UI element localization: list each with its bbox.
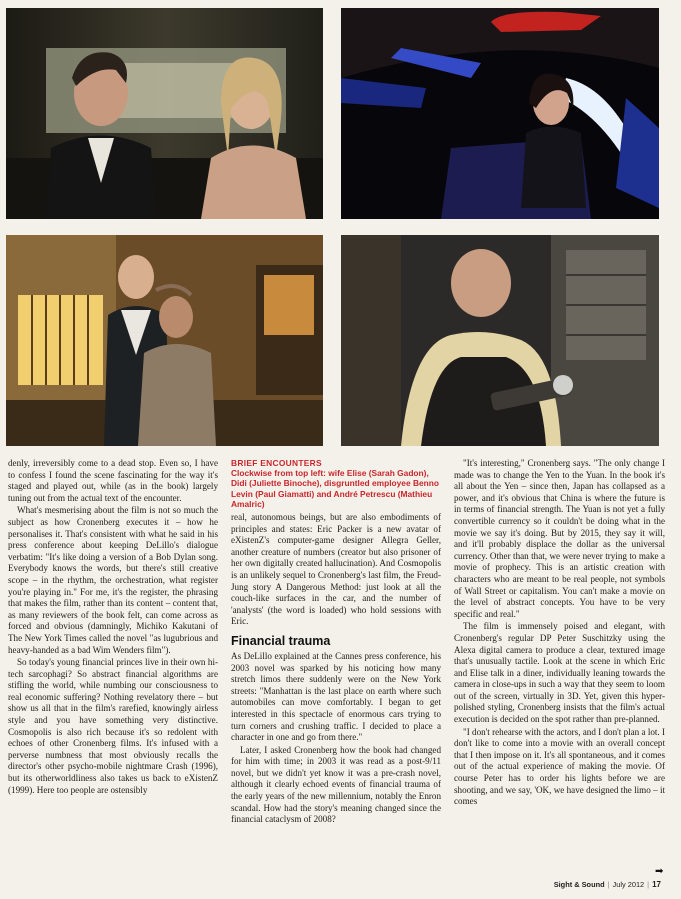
issue-date: July 2012 xyxy=(612,880,645,889)
continue-arrow-icon: ➡ xyxy=(655,866,664,877)
photo-elise-packer-limo xyxy=(6,8,323,219)
folio-separator: | xyxy=(647,880,650,889)
photo-didi-limo xyxy=(341,8,659,219)
page-footer xyxy=(554,880,661,889)
page-number: 17 xyxy=(652,880,661,889)
magazine-name: Sight & Sound xyxy=(553,880,605,889)
caption-title: BRIEF ENCOUNTERS xyxy=(231,458,322,468)
paragraph: The film is immensely poised and elegant, with Cronenberg's regular DP Peter Suschitzky using the Alexa digital camera to produce a clear, textured image that's unusually tactile. Look at the scene in which Eric and Elise talk in a diner, individually leaning towards the camera in close-ups in such a way that they seem to loom out of the screen, virtually in 3D. Yet, given this hyper-polished styling, Cronenberg insists that the film's actual execution is decided on the spot rather than pre-planned. xyxy=(454,621,665,725)
photo-benno-levin xyxy=(6,235,323,446)
paragraph: What's mesmerising about the film is not so much the subject as how Cronenberg executes it – how he personalises it. That's consistent with what he said in his press conference about keeping DeLillo's dialogue verbatim: "It's like doing a version of a Bob Dylan song. Everybody knows the words, but there's still creative scope – in the rhythm, the orchestration, what register you're playing in." For me, it's the register, the phrasing that makes the film, rather than its content – content that, as many reviewers of the book felt, can come across as forced and obvious (damningly, Michiko Kakutani of The New York Times called the novel "as lugubrious and heavy-handed as a bad Wim Wenders film"). xyxy=(8,505,218,655)
photo-caption xyxy=(231,458,441,509)
article-column-1 xyxy=(8,458,218,796)
paragraph: denly, irreversibly come to a dead stop. Even so, I have to confess I found the scene fascinating for the way it's staged and played out, while (as in the book) largely tuning out from the actual text of the encounter. xyxy=(8,458,218,503)
paragraph: real, autonomous beings, but are also embodiments of principles and states: Eric Packer is a new avatar of eXistenZ's computer-game designer Allegra Geller, another creature of numbers (creator but also prisoner of her own digitally created hallucination). And Cosmopolis is an unlikely sequel to Cronenberg's last film, the Freud-Jung story A Dangerous Method: just look at all the couch-like surfaces in the car, and the number of 'analysts' (the word is loaded) who hold sessions with Eric. xyxy=(231,512,441,627)
section-subhead: Financial trauma xyxy=(231,633,331,648)
paragraph: As DeLillo explained at the Cannes press conference, his 2003 novel was sparked by his noticing how many stretch limos there suddenly were on the New York streets: "Manhattan is the last place on earth where such automobiles can move comfortably. I began to get interested in this spectacle of enormous cars trying to turn corners and crushing traffic. I decided to place a character in one and go from there." xyxy=(231,650,441,743)
article-column-3 xyxy=(454,458,665,808)
photo-andre-petrescu xyxy=(341,235,659,446)
paragraph: Later, I asked Cronenberg how the book had changed for him with time; in 2003 it was read as a post-9/11 novel, but we didn't yet know it was a pre-crash novel, although it clearly echoed events of financial trauma of the early years of the new millennium, notably the Enron scandal. How had the story's meaning changed since the financial cataclysm of 2008? xyxy=(231,744,441,825)
paragraph: "It's interesting," Cronenberg says. "The only change I made was to change the Yen to the Yuan. In the book it's all about the Yen – since then, Japan has collapsed as a power, and it's obvious that China is where the future is in terms of financial strength. The Yuan is not yet a fully convertible currency so it couldn't be doing what in the movie we say it's doing. But by 2015, they say it will, and it'll probably displace the dollar as the universal currency. Other than that, we were never trying to make a movie of prophecy. This is an artistic creation with characters who are meant to be real people, not symbols of Wall Street or capitalism. You can't make a movie on the level of abstract concepts. You have to be very specific and real." xyxy=(454,458,665,619)
article-column-2 xyxy=(231,458,441,826)
paragraph: So today's young financial princes live in their own hi-tech sarcophagi? So abstract financial algorithms are stifling the world, while numbing our consciousness to real economic suffering? Nothing revelatory there – but show us all that in the film's rarefied, knowingly airless style and you have something very distinctive. Cosmopolis is also rich because it's so redolent with echoes of other Cronenberg films. It's infused with a perverse numbness that most obviously recalls the director's other psycho-mobile nightmare Crash (1996), but its otherworldliness also takes us back to eXistenZ (1999). Here too people are ostensibly xyxy=(8,657,218,795)
paragraph: "I don't rehearse with the actors, and I don't plan a lot. I don't like to come into a movie with an overall concept that I then impose on it. It's all spontaneous, and it comes out of the actual experience of making the movie. Of course Peter has to order his lights before we are shooting, and we say, 'OK, we have designed the limo – it comes xyxy=(454,726,665,807)
caption-body: Clockwise from top left: wife Elise (Sarah Gadon), Didi (Juliette Binoche), disgruntled employee Benno Levin (Paul Giamatti) and André Petrescu (Mathieu Amalric) xyxy=(231,468,440,509)
folio-separator: | xyxy=(607,880,610,889)
